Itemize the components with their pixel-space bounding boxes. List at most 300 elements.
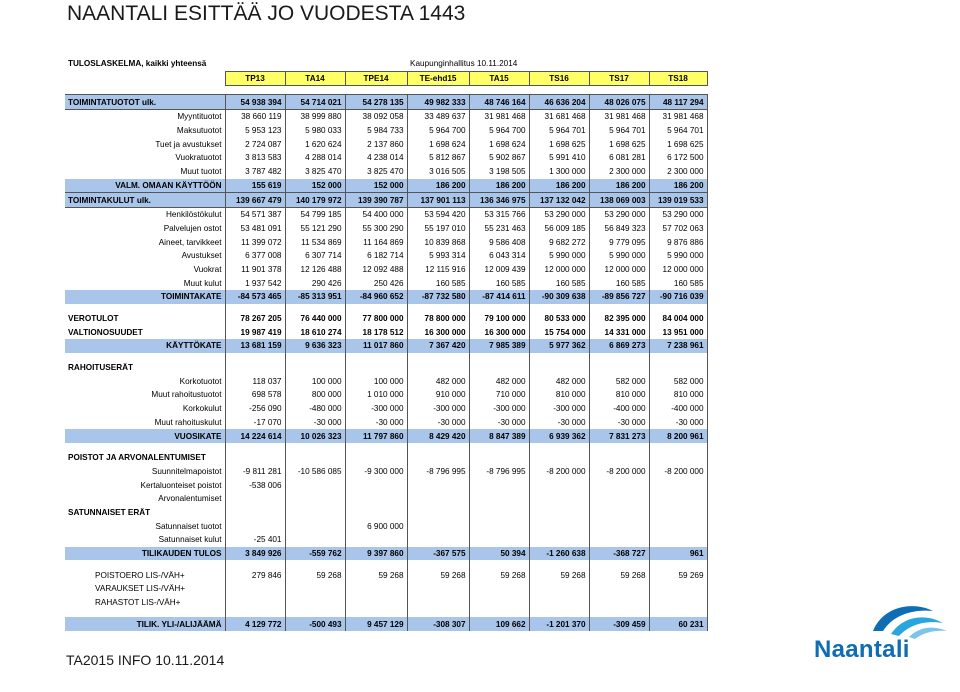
- row-value: 5 993 314: [407, 249, 469, 263]
- spacer-cell: [589, 304, 649, 312]
- row-value: 55 300 290: [345, 222, 407, 236]
- spacer-cell: [225, 86, 285, 95]
- row-value: -8 796 995: [407, 465, 469, 479]
- row-value: 18 610 274: [285, 325, 345, 339]
- row-label: RAHOITUSERÄT: [68, 363, 134, 373]
- column-header: TPE14: [345, 71, 407, 86]
- row-value: 54 938 394: [225, 95, 285, 110]
- row-value: -1 201 370: [529, 617, 589, 631]
- spacer-cell: [649, 304, 707, 312]
- table-row: [65, 582, 707, 596]
- row-value: 4 238 014: [345, 151, 407, 165]
- row-value: 5 990 000: [649, 249, 707, 263]
- row-value: -8 200 000: [529, 465, 589, 479]
- row-value: 2 724 087: [225, 137, 285, 151]
- row-value: 14 331 000: [589, 325, 649, 339]
- row-value: 8 200 961: [649, 429, 707, 443]
- table-row: [65, 547, 707, 561]
- spacer-cell: [589, 443, 649, 451]
- row-value: 6 939 362: [529, 429, 589, 443]
- spacer-cell: [529, 353, 589, 361]
- row-value: 59 269: [649, 568, 707, 582]
- row-value: 8 847 389: [469, 429, 529, 443]
- row-value: 1 620 624: [285, 137, 345, 151]
- row-value: -1 260 638: [529, 547, 589, 561]
- spacer-cell: [65, 86, 225, 95]
- spacer-cell: [469, 353, 529, 361]
- row-value: [589, 492, 649, 506]
- row-value: 160 585: [469, 276, 529, 290]
- row-value: -309 459: [589, 617, 649, 631]
- spacer-cell: [345, 353, 407, 361]
- row-value: 55 121 290: [285, 222, 345, 236]
- row-value: 5 964 700: [469, 124, 529, 138]
- row-value: -400 000: [649, 402, 707, 416]
- spacer-row: [65, 443, 707, 451]
- row-value: 5 990 000: [589, 249, 649, 263]
- row-label: TOIMINTATUOTOT ulk.: [65, 95, 225, 110]
- table-row: [65, 165, 707, 179]
- row-value: 14 224 614: [225, 429, 285, 443]
- row-value: 5 812 867: [407, 151, 469, 165]
- spacer-cell: [589, 57, 707, 71]
- row-value: 48 746 164: [469, 95, 529, 110]
- table-row: [65, 95, 707, 110]
- row-value: 152 000: [285, 179, 345, 193]
- row-value: 910 000: [407, 388, 469, 402]
- table-row: [65, 193, 707, 208]
- row-label: Korkotuotot: [179, 376, 222, 386]
- row-value: 12 126 488: [285, 263, 345, 277]
- row-value: 6 081 281: [589, 151, 649, 165]
- row-value: 78 800 000: [407, 312, 469, 326]
- row-value: [285, 519, 345, 533]
- row-label: Suunnitelmapoistot: [151, 466, 222, 476]
- spacer-cell: [469, 443, 529, 451]
- row-label: Palvelujen ostot: [163, 223, 222, 233]
- row-value: 6 900 000: [345, 519, 407, 533]
- spacer-cell: [407, 609, 469, 617]
- row-value: 54 714 021: [285, 95, 345, 110]
- row-value: -400 000: [589, 402, 649, 416]
- table-row: [65, 263, 707, 277]
- row-value: 118 037: [225, 374, 285, 388]
- row-value: 2 137 860: [345, 137, 407, 151]
- row-value: 60 231: [649, 617, 707, 631]
- row-value: [345, 506, 407, 520]
- row-value: 100 000: [285, 374, 345, 388]
- spacer-cell: [407, 353, 469, 361]
- row-value: 78 267 205: [225, 312, 285, 326]
- row-value: 186 200: [469, 179, 529, 193]
- row-label: Satunnaiset kulut: [158, 535, 222, 545]
- row-value: 16 300 000: [407, 325, 469, 339]
- row-value: 53 315 766: [469, 207, 529, 221]
- column-header: TS17: [589, 71, 649, 86]
- row-label: Muut rahoituskulut: [154, 417, 222, 427]
- table-row: [65, 506, 707, 520]
- row-value: 54 400 000: [345, 207, 407, 221]
- spacer-cell: [469, 609, 529, 617]
- row-label: Tuet ja avustukset: [155, 139, 222, 149]
- row-value: 186 200: [407, 179, 469, 193]
- row-value: 77 800 000: [345, 312, 407, 326]
- spacer-cell: [469, 86, 529, 95]
- row-value: 5 964 700: [407, 124, 469, 138]
- row-value: 53 290 000: [529, 207, 589, 221]
- row-value: [589, 519, 649, 533]
- row-value: 138 069 003: [589, 193, 649, 208]
- row-value: -256 090: [225, 402, 285, 416]
- row-value: -89 856 727: [589, 290, 649, 304]
- row-value: 11 797 860: [345, 429, 407, 443]
- table-row: [65, 249, 707, 263]
- row-value: 8 429 420: [407, 429, 469, 443]
- table-row: [65, 339, 707, 353]
- spacer-cell: [345, 609, 407, 617]
- row-value: 84 004 000: [649, 312, 707, 326]
- row-label: POISTOERO LIS-/VÄH+: [95, 570, 185, 580]
- row-value: 155 619: [225, 179, 285, 193]
- row-label: POISTOT JA ARVONALENTUMISET: [68, 453, 206, 463]
- row-value: 1 300 000: [529, 165, 589, 179]
- row-value: [345, 492, 407, 506]
- row-value: [345, 596, 407, 610]
- row-value: 59 268: [407, 568, 469, 582]
- row-value: [407, 478, 469, 492]
- row-value: [529, 492, 589, 506]
- row-label: Arvonalentumiset: [158, 494, 222, 504]
- spacer-cell: [225, 560, 285, 568]
- row-value: 7 238 961: [649, 339, 707, 353]
- row-value: [407, 519, 469, 533]
- table-row: [65, 325, 707, 339]
- row-value: 5 964 701: [649, 124, 707, 138]
- row-value: 15 754 000: [529, 325, 589, 339]
- table-row: [65, 222, 707, 236]
- column-header: TS18: [649, 71, 707, 86]
- row-value: 482 000: [407, 374, 469, 388]
- row-value: 5 964 701: [589, 124, 649, 138]
- table-row: [65, 374, 707, 388]
- row-value: [649, 533, 707, 547]
- row-value: 53 290 000: [649, 207, 707, 221]
- spacer-cell: [407, 86, 469, 95]
- spacer-cell: [649, 609, 707, 617]
- row-value: [225, 519, 285, 533]
- row-value: 46 636 204: [529, 95, 589, 110]
- row-label: Henkilöstökulut: [165, 210, 222, 220]
- row-value: [407, 533, 469, 547]
- spacer-cell: [529, 560, 589, 568]
- table-row: [65, 416, 707, 430]
- row-value: 57 702 063: [649, 222, 707, 236]
- row-value: -30 000: [469, 416, 529, 430]
- row-value: 31 981 468: [589, 110, 649, 124]
- row-value: 1 698 624: [407, 137, 469, 151]
- row-value: 38 999 880: [285, 110, 345, 124]
- table-row: [65, 290, 707, 304]
- row-value: [649, 506, 707, 520]
- row-value: 59 268: [529, 568, 589, 582]
- table-row: [65, 429, 707, 443]
- sheet-title-row: [65, 57, 707, 71]
- spacer-cell: [65, 353, 225, 361]
- table-row: [65, 110, 707, 124]
- row-value: [589, 596, 649, 610]
- table-row: [65, 124, 707, 138]
- row-value: 3 787 482: [225, 165, 285, 179]
- row-value: -30 000: [407, 416, 469, 430]
- row-value: [529, 519, 589, 533]
- row-value: 4 288 014: [285, 151, 345, 165]
- row-value: 79 100 000: [469, 312, 529, 326]
- row-value: [469, 596, 529, 610]
- table-row: [65, 478, 707, 492]
- spacer-cell: [285, 86, 345, 95]
- spacer-cell: [285, 353, 345, 361]
- row-value: 18 178 512: [345, 325, 407, 339]
- spacer-cell: [225, 443, 285, 451]
- column-header: TA15: [469, 71, 529, 86]
- spacer-cell: [589, 86, 649, 95]
- row-value: 19 987 419: [225, 325, 285, 339]
- row-value: [407, 492, 469, 506]
- row-value: 279 846: [225, 568, 285, 582]
- row-value: 1 698 624: [469, 137, 529, 151]
- row-value: 11 164 869: [345, 235, 407, 249]
- row-label: Aineet, tarvikkeet: [158, 237, 222, 247]
- row-value: [407, 582, 469, 596]
- row-label: Muut kulut: [183, 278, 222, 288]
- row-value: [589, 451, 649, 465]
- row-value: 1 698 625: [589, 137, 649, 151]
- row-value: [649, 596, 707, 610]
- row-value: 7 831 273: [589, 429, 649, 443]
- row-value: 140 179 972: [285, 193, 345, 208]
- table-row: [65, 617, 707, 631]
- table-row: [65, 465, 707, 479]
- row-value: 33 489 637: [407, 110, 469, 124]
- column-header: TP13: [225, 71, 285, 86]
- spacer-cell: [345, 560, 407, 568]
- row-value: [529, 478, 589, 492]
- row-value: 48 117 294: [649, 95, 707, 110]
- spacer-cell: [469, 304, 529, 312]
- row-value: -300 000: [529, 402, 589, 416]
- row-value: -17 070: [225, 416, 285, 430]
- spacer-cell: [65, 560, 225, 568]
- row-value: [345, 582, 407, 596]
- row-value: 56 849 323: [589, 222, 649, 236]
- row-value: 31 981 468: [649, 110, 707, 124]
- row-label: Vuokratuotot: [175, 153, 222, 163]
- row-value: 3 198 505: [469, 165, 529, 179]
- row-value: 698 578: [225, 388, 285, 402]
- row-value: 6 869 273: [589, 339, 649, 353]
- row-label: RAHASTOT LIS-/VÄH+: [95, 598, 181, 608]
- row-value: -500 493: [285, 617, 345, 631]
- row-value: [285, 361, 345, 375]
- row-value: [469, 451, 529, 465]
- row-value: 2 300 000: [589, 165, 649, 179]
- row-value: [225, 361, 285, 375]
- row-value: 12 115 916: [407, 263, 469, 277]
- row-label: Kertaluonteiset poistot: [140, 480, 222, 490]
- spacer-cell: [529, 443, 589, 451]
- row-value: -30 000: [649, 416, 707, 430]
- row-value: 12 000 000: [649, 263, 707, 277]
- row-value: 49 982 333: [407, 95, 469, 110]
- column-header: TA14: [285, 71, 345, 86]
- table-row: [65, 533, 707, 547]
- table-row: [65, 361, 707, 375]
- row-value: 5 991 410: [529, 151, 589, 165]
- footer-text: TA2015 INFO 10.11.2014: [66, 652, 225, 668]
- row-label: Muut rahoitustuotot: [151, 390, 222, 400]
- row-value: 6 377 008: [225, 249, 285, 263]
- row-value: 11 534 869: [285, 235, 345, 249]
- spacer-cell: [649, 353, 707, 361]
- row-value: [225, 492, 285, 506]
- row-value: [469, 582, 529, 596]
- row-value: -300 000: [407, 402, 469, 416]
- row-value: 9 586 408: [469, 235, 529, 249]
- row-value: [529, 596, 589, 610]
- spacer-cell: [407, 443, 469, 451]
- row-value: 11 399 072: [225, 235, 285, 249]
- row-value: [529, 582, 589, 596]
- row-value: -9 811 281: [225, 465, 285, 479]
- row-value: 160 585: [407, 276, 469, 290]
- row-value: 290 426: [285, 276, 345, 290]
- row-value: [469, 506, 529, 520]
- row-value: -30 000: [285, 416, 345, 430]
- spacer-cell: [407, 304, 469, 312]
- row-value: 250 426: [345, 276, 407, 290]
- row-value: 152 000: [345, 179, 407, 193]
- row-value: 3 825 470: [345, 165, 407, 179]
- row-value: 5 990 000: [529, 249, 589, 263]
- row-value: 48 026 075: [589, 95, 649, 110]
- row-value: 4 129 772: [225, 617, 285, 631]
- row-value: [285, 492, 345, 506]
- row-value: [285, 506, 345, 520]
- row-value: 961: [649, 547, 707, 561]
- row-value: 12 092 488: [345, 263, 407, 277]
- spacer-cell: [589, 353, 649, 361]
- row-value: -87 732 580: [407, 290, 469, 304]
- spacer-cell: [65, 609, 225, 617]
- row-value: 1 698 625: [529, 137, 589, 151]
- row-value: 800 000: [285, 388, 345, 402]
- row-value: 6 182 714: [345, 249, 407, 263]
- row-label: VALM. OMAAN KÄYTTÖÖN: [65, 179, 225, 193]
- spacer-cell: [345, 304, 407, 312]
- row-value: -25 401: [225, 533, 285, 547]
- row-value: -90 309 638: [529, 290, 589, 304]
- row-value: 5 964 701: [529, 124, 589, 138]
- row-value: [589, 533, 649, 547]
- row-value: [225, 596, 285, 610]
- row-value: 9 397 860: [345, 547, 407, 561]
- row-value: -30 000: [345, 416, 407, 430]
- row-label: Maksutuotot: [176, 126, 222, 136]
- row-value: [285, 596, 345, 610]
- header-blank: [65, 71, 225, 86]
- row-value: 10 839 868: [407, 235, 469, 249]
- row-value: -300 000: [345, 402, 407, 416]
- row-value: 582 000: [589, 374, 649, 388]
- spacer-cell: [65, 304, 225, 312]
- row-label: Korkokulut: [182, 404, 222, 414]
- spacer-cell: [285, 609, 345, 617]
- row-value: 1 010 000: [345, 388, 407, 402]
- income-statement-table: [65, 57, 708, 631]
- row-value: -538 006: [225, 478, 285, 492]
- row-value: 6 172 500: [649, 151, 707, 165]
- row-value: 6 043 314: [469, 249, 529, 263]
- table-row: [65, 179, 707, 193]
- row-value: 12 000 000: [589, 263, 649, 277]
- row-value: [649, 451, 707, 465]
- row-value: [469, 519, 529, 533]
- row-value: 53 481 091: [225, 222, 285, 236]
- spacer-cell: [345, 57, 407, 71]
- row-value: 186 200: [529, 179, 589, 193]
- row-value: [649, 582, 707, 596]
- row-value: 5 953 123: [225, 124, 285, 138]
- row-value: -84 573 465: [225, 290, 285, 304]
- row-value: 38 660 119: [225, 110, 285, 124]
- row-value: [649, 492, 707, 506]
- row-label: Avustukset: [181, 251, 222, 261]
- row-value: 9 636 323: [285, 339, 345, 353]
- row-value: 76 440 000: [285, 312, 345, 326]
- row-value: 13 951 000: [649, 325, 707, 339]
- row-value: 56 009 185: [529, 222, 589, 236]
- table-row: [65, 492, 707, 506]
- row-value: 810 000: [529, 388, 589, 402]
- row-label: TOIMINTAKATE: [65, 290, 225, 304]
- row-value: 50 394: [469, 547, 529, 561]
- row-value: -30 000: [589, 416, 649, 430]
- row-value: 9 876 886: [649, 235, 707, 249]
- row-value: 82 395 000: [589, 312, 649, 326]
- spacer-cell: [345, 86, 407, 95]
- row-value: 55 197 010: [407, 222, 469, 236]
- row-value: 160 585: [529, 276, 589, 290]
- row-value: 3 825 470: [285, 165, 345, 179]
- spacer-cell: [225, 304, 285, 312]
- spacer-cell: [407, 560, 469, 568]
- row-value: [589, 361, 649, 375]
- slide-title: NAANTALI ESITTÄÄ JO VUODESTA 1443: [67, 2, 466, 25]
- row-value: [225, 582, 285, 596]
- spacer-cell: [225, 353, 285, 361]
- spacer-cell: [529, 86, 589, 95]
- row-value: -367 575: [407, 547, 469, 561]
- sheet-subtitle: Kaupunginhallitus 10.11.2014: [410, 59, 518, 69]
- row-value: 13 681 159: [225, 339, 285, 353]
- row-value: 137 132 042: [529, 193, 589, 208]
- row-value: 482 000: [469, 374, 529, 388]
- table-row: [65, 235, 707, 249]
- table-row: [65, 276, 707, 290]
- row-label: TILIK. YLI-/ALIJÄÄMÄ: [65, 617, 225, 631]
- row-value: 59 268: [589, 568, 649, 582]
- row-value: 139 390 787: [345, 193, 407, 208]
